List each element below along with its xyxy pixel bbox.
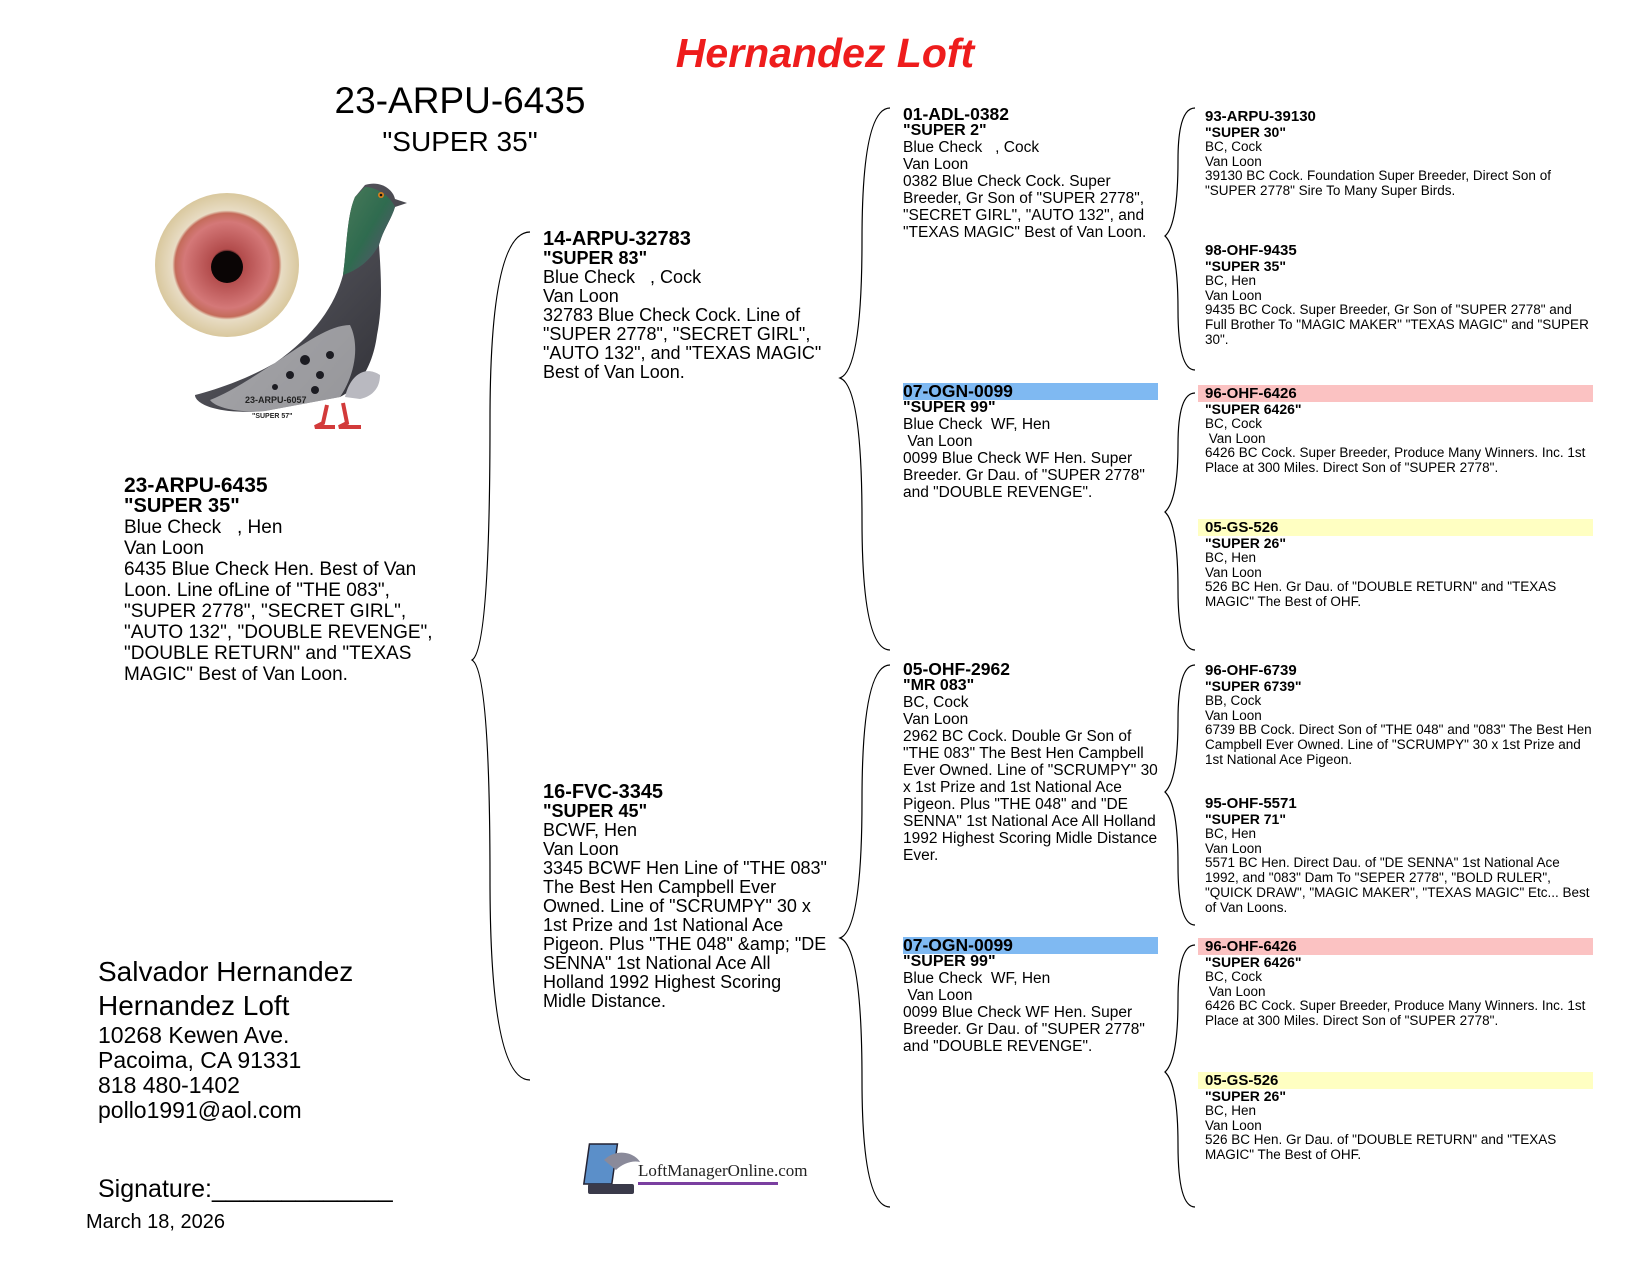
bird-strain: Van Loon xyxy=(903,433,973,450)
bird-notes: 6435 Blue Check Hen. Best of Van Loon. Line ofLine of "THE 083", "SUPER 2778", "SECRET GIRL", "AUTO 132", "DOUBLE REVENGE", "DOUBLE RETURN" and "TEXAS MAGIC" Best of Van Loon. xyxy=(124,559,438,685)
bird-color-sex: BC, Hen xyxy=(1205,273,1257,288)
bracket-subject xyxy=(472,232,530,1080)
bird-color-sex: BB, Cock xyxy=(1205,693,1262,708)
bird-strain: Van Loon xyxy=(1205,707,1262,723)
bird-strain: Van Loon xyxy=(1205,430,1266,446)
dam-bird xyxy=(543,781,832,1011)
bird-name: "SUPER 26" xyxy=(1205,1088,1286,1104)
photo-caption-band: 23-ARPU-6057 xyxy=(245,395,307,405)
bird-color-sex: BC, Hen xyxy=(1205,1103,1257,1118)
loftmanager-logo xyxy=(586,1140,808,1204)
bird-notes: 2962 BC Cock. Double Gr Son of "THE 083" The Best Hen Campbell Ever Owned. Line of "SCRUMPY" 30 x 1st Prize and 1st National Ace Pigeon. Plus "THE 048" and "DE SENNA" 1st National Ace All Holland 1992 Highest Scoring Midle Distance Ever. xyxy=(903,728,1163,864)
loft-title: Hernandez Loft xyxy=(675,30,975,76)
bird-band: 95-OHF-5571 xyxy=(1205,795,1297,812)
bird-band: 07-OGN-0099 xyxy=(903,937,1158,954)
bird-strain: Van Loon xyxy=(903,156,969,173)
bird-band: 16-FVC-3345 xyxy=(543,781,664,803)
gen3-bird-5 xyxy=(1205,662,1596,768)
gen3-bird-4 xyxy=(1198,519,1593,610)
bird-name: "SUPER 2" xyxy=(903,122,987,139)
bird-name: "SUPER 99" xyxy=(903,953,996,970)
bird-color-sex: BC, Cock xyxy=(1205,416,1263,431)
bird-band: 01-ADL-0382 xyxy=(903,104,1010,124)
bird-strain: Van Loon xyxy=(1205,153,1262,169)
gen3-bird-3 xyxy=(1198,385,1593,476)
bird-color-sex: BC, Cock xyxy=(903,694,969,711)
owner-phone: 818 480-1402 xyxy=(98,1072,240,1098)
bracket-dam-sire xyxy=(1165,665,1195,925)
bird-band: 05-GS-526 xyxy=(1198,519,1593,536)
bird-band: 05-GS-526 xyxy=(1198,1072,1593,1089)
bird-notes: 9435 BC Cock. Super Breeder, Gr Son of "SUPER 2778" and Full Brother To "MAGIC MAKER" "TEXAS MAGIC" and "SUPER 30". xyxy=(1205,302,1593,347)
dam-sire-bird xyxy=(903,659,1163,864)
bird-strain: Van Loon xyxy=(543,839,619,859)
bird-color-sex: BCWF, Hen xyxy=(543,820,638,840)
bird-name: "SUPER 99" xyxy=(903,399,996,416)
bracket-dam xyxy=(840,665,890,1207)
sire-dam-bird xyxy=(903,383,1158,501)
bracket-sire-dam xyxy=(1165,393,1195,650)
bird-color-sex: Blue Check WF, Hen xyxy=(903,416,1051,433)
bird-strain: Van Loon xyxy=(1205,287,1262,303)
bird-color-sex: Blue Check WF, Hen xyxy=(903,970,1051,987)
bird-name: "SUPER 35" xyxy=(1205,258,1286,274)
bird-band: 98-OHF-9435 xyxy=(1205,242,1297,259)
bird-notes: 3345 BCWF Hen Line of "THE 083" The Best Hen Campbell Ever Owned. Line of "SCRUMPY" 30 x 1st Prize and 1st National Ace Pigeon. Plus "THE 048" &amp; "DE SENNA" 1st National Ace All Holland 1992 Highest Scoring Midle Distance. xyxy=(543,858,832,1011)
dam-dam-bird xyxy=(903,937,1158,1055)
owner-email: pollo1991@aol.com xyxy=(98,1097,302,1123)
sire-bird xyxy=(543,230,828,382)
gen3-bird-6 xyxy=(1205,795,1593,915)
main-band-heading: 23-ARPU-6435 xyxy=(334,80,586,121)
print-date: March 18, 2026 xyxy=(86,1211,225,1233)
bird-notes: 0099 Blue Check WF Hen. Super Breeder. Gr Dau. of "SUPER 2778" and "DOUBLE REVENGE". xyxy=(903,450,1150,501)
bird-notes: 0382 Blue Check Cock. Super Breeder, Gr Son of "SUPER 2778", "SECRET GIRL", "AUTO 132", and "TEXAS MAGIC" Best of Van Loon. xyxy=(903,173,1149,241)
subject-bird xyxy=(124,475,454,685)
bird-strain: Van Loon xyxy=(903,987,973,1004)
bird-strain: Van Loon xyxy=(1205,1117,1262,1133)
bird-notes: 6739 BB Cock. Direct Son of "THE 048" and "083" The Best Hen Campbell Ever Owned. Line of "SCRUMPY" 30 x 1st Prize and 1st National Ace Pigeon. xyxy=(1205,722,1596,767)
gen3-bird-7 xyxy=(1198,938,1593,1029)
bird-notes: 0099 Blue Check WF Hen. Super Breeder. Gr Dau. of "SUPER 2778" and "DOUBLE REVENGE". xyxy=(903,1004,1150,1055)
bird-color-sex: Blue Check , Cock xyxy=(903,139,1040,156)
bird-name: "SUPER 45" xyxy=(543,801,648,821)
owner-info xyxy=(98,955,353,1123)
photo-caption-name: "SUPER 57" xyxy=(252,413,293,420)
bird-strain: Van Loon xyxy=(1205,564,1262,580)
bird-name: "SUPER 6426" xyxy=(1205,401,1302,417)
bird-notes: 6426 BC Cock. Super Breeder, Produce Many Winners. Inc. 1st Place at 300 Miles. Direct Son of "SUPER 2778". xyxy=(1205,445,1590,476)
bird-color-sex: BC, Cock xyxy=(1205,139,1263,154)
bird-notes: 6426 BC Cock. Super Breeder, Produce Many Winners. Inc. 1st Place at 300 Miles. Direct Son of "SUPER 2778". xyxy=(1205,998,1590,1029)
bird-name: "SUPER 83" xyxy=(543,248,648,268)
owner-loft: Hernandez Loft xyxy=(98,990,290,1021)
bird-name: "SUPER 6739" xyxy=(1205,678,1302,694)
bird-name: "SUPER 6426" xyxy=(1205,954,1302,970)
bird-band: 96-OHF-6426 xyxy=(1198,938,1593,955)
owner-address: 10268 Kewen Ave. xyxy=(98,1022,290,1048)
bird-color-sex: BC, Cock xyxy=(1205,969,1263,984)
gen3-bird-1 xyxy=(1205,108,1593,199)
bird-band: 14-ARPU-32783 xyxy=(543,228,691,250)
bird-band: 93-ARPU-39130 xyxy=(1205,108,1316,125)
bird-band: 96-OHF-6426 xyxy=(1198,385,1593,402)
bird-band: 07-OGN-0099 xyxy=(903,383,1158,400)
bracket-sire-sire xyxy=(1165,108,1195,370)
bird-strain: Van Loon xyxy=(1205,983,1266,999)
bird-notes: 526 BC Hen. Gr Dau. of "DOUBLE RETURN" and "TEXAS MAGIC" The Best of OHF. xyxy=(1205,1132,1561,1163)
bird-strain: Van Loon xyxy=(543,286,619,306)
owner-name: Salvador Hernandez xyxy=(98,956,354,987)
bracket-dam-dam xyxy=(1165,945,1195,1207)
bird-band: 05-OHF-2962 xyxy=(903,659,1010,679)
main-name-heading: "SUPER 35" xyxy=(382,126,538,157)
gen3-bird-2 xyxy=(1205,242,1593,348)
bird-strain: Van Loon xyxy=(903,711,969,728)
bird-color-sex: Blue Check , Cock xyxy=(543,267,702,287)
bird-name: "SUPER 35" xyxy=(124,495,240,517)
bird-notes: 5571 BC Hen. Direct Dau. of "DE SENNA" 1st National Ace 1992, and "083" Dam To "SEPER 2778", "BOLD RULER", "QUICK DRAW", "MAGIC MAKER", "TEXAS MAGIC" Etc... Best of Van Loons. xyxy=(1205,855,1594,915)
bird-notes: 526 BC Hen. Gr Dau. of "DOUBLE RETURN" and "TEXAS MAGIC" The Best of OHF. xyxy=(1205,579,1561,610)
bird-name: "SUPER 71" xyxy=(1205,811,1286,827)
bird-strain: Van Loon xyxy=(124,538,204,559)
bird-notes: 32783 Blue Check Cock. Line of "SUPER 2778", "SECRET GIRL", "AUTO 132", and "TEXAS MAGIC" Best of Van Loon. xyxy=(543,305,827,382)
sire-sire-bird xyxy=(903,106,1158,241)
bird-band: 23-ARPU-6435 xyxy=(124,474,268,497)
gen3-bird-8 xyxy=(1198,1072,1593,1163)
owner-city: Pacoima, CA 91331 xyxy=(98,1047,302,1073)
bird-name: "MR 083" xyxy=(903,677,975,694)
bird-color-sex: Blue Check , Hen xyxy=(124,517,283,538)
bird-notes: 39130 BC Cock. Foundation Super Breeder, Direct Son of "SUPER 2778" Sire To Many Super Birds. xyxy=(1205,168,1555,199)
bird-strain: Van Loon xyxy=(1205,840,1262,856)
bird-name: "SUPER 26" xyxy=(1205,535,1286,551)
bird-color-sex: BC, Hen xyxy=(1205,826,1257,841)
bird-color-sex: BC, Hen xyxy=(1205,550,1257,565)
bird-name: "SUPER 30" xyxy=(1205,124,1286,140)
logo-text: LoftManagerOnline.com xyxy=(638,1161,808,1180)
bracket-sire xyxy=(840,108,890,650)
bird-band: 96-OHF-6739 xyxy=(1205,662,1297,679)
signature-line: Signature:_____________ xyxy=(98,1175,393,1203)
